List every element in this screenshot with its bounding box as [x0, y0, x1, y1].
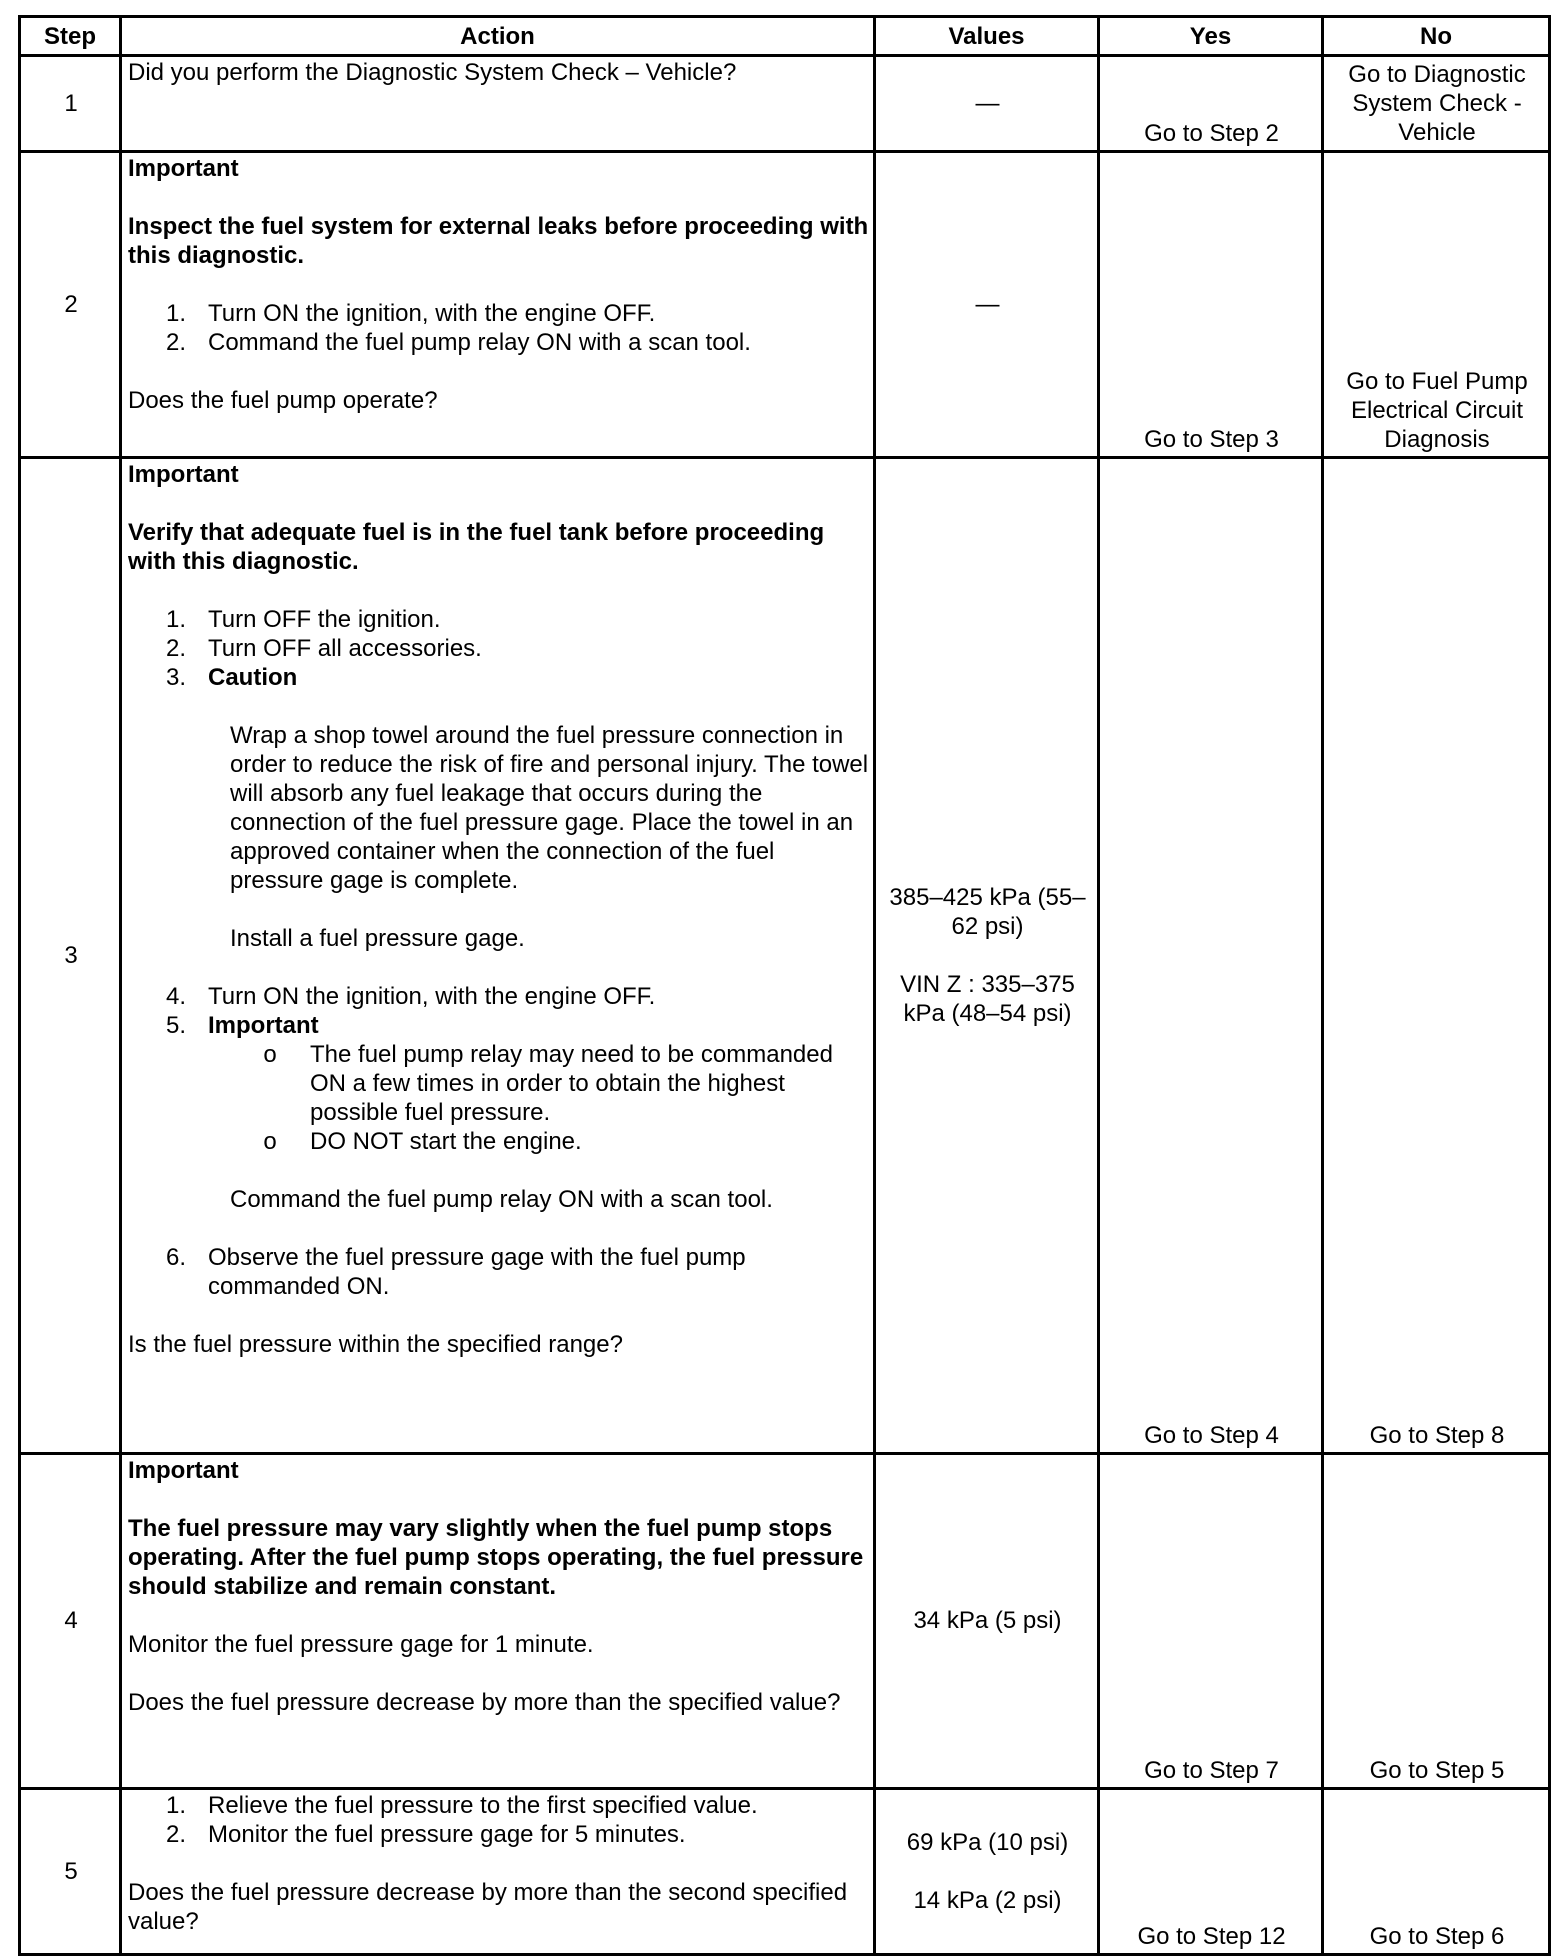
yes-result: Go to Step 7: [1099, 1454, 1323, 1789]
important-text: Inspect the fuel system for external leaks before proceeding with this diagnostic.: [128, 213, 869, 269]
values-cell: [875, 458, 1099, 1454]
step-number: 1: [20, 56, 121, 152]
list-item: 2. Monitor the fuel pressure gage for 5 minutes.: [165, 1821, 686, 1848]
values-cell: —: [875, 152, 1099, 458]
step-number: 4: [20, 1454, 121, 1789]
table-row: [20, 1454, 1550, 1789]
value-text: 14 kPa (2 psi): [913, 1886, 1062, 1914]
important-title: Important: [128, 155, 239, 182]
yes-result: Go to Step 12: [1099, 1789, 1323, 1955]
header-action: Action: [121, 17, 875, 56]
header-values: Values: [875, 17, 1099, 56]
diagnostic-table: [18, 15, 1551, 1956]
table-row: [20, 152, 1550, 458]
no-result: Go to Fuel Pump Electrical Circuit Diagnosis: [1323, 152, 1550, 458]
instruction-text: Monitor the fuel pressure gage for 1 minute.: [128, 1631, 594, 1658]
list-item: 6. Observe the fuel pressure gage with the fuel pump commanded ON.: [165, 1244, 746, 1300]
action-cell: [121, 56, 875, 152]
list-item: 2. Turn OFF all accessories.: [165, 635, 482, 662]
values-cell: 34 kPa (5 psi): [875, 1454, 1099, 1789]
important-title: Important: [128, 1457, 239, 1484]
step-number: 3: [20, 458, 121, 1454]
action-cell: [121, 458, 875, 1454]
header-no: No: [1323, 17, 1550, 56]
step-number: 5: [20, 1789, 121, 1955]
action-question: Does the fuel pump operate?: [128, 387, 438, 414]
bullet-item: o The fuel pump relay may need to be commanded ON a few times in order to obtain the highest possible fuel pressure.: [263, 1041, 833, 1126]
caution-text: Wrap a shop towel around the fuel pressure connection in order to reduce the risk of fire and personal injury. The towel will absorb any fuel leakage that occurs during the connection of the fuel pressure gage. Place the towel in an approved container when the connection of the fuel pressure gage is complete.: [230, 722, 869, 894]
no-result: Go to Step 6: [1323, 1789, 1550, 1955]
list-item: 1. Turn ON the ignition, with the engine OFF.: [165, 300, 656, 327]
yes-result: Go to Step 3: [1099, 152, 1323, 458]
header-row: [20, 17, 1550, 56]
list-item: 1. Turn OFF the ignition.: [165, 606, 441, 633]
table-row: [20, 458, 1550, 1454]
table-row: [20, 56, 1550, 152]
important-text: The fuel pressure may vary slightly when the fuel pump stops operating. After the fuel pump stops operating, the fuel pressure should stabilize and remain constant.: [128, 1515, 864, 1600]
header-yes: Yes: [1099, 17, 1323, 56]
list-item: 1. Relieve the fuel pressure to the first specified value.: [165, 1792, 758, 1819]
table-row: [20, 1789, 1550, 1955]
yes-result: Go to Step 4: [1099, 458, 1323, 1454]
action-cell: [121, 1789, 875, 1955]
instruction-text: Install a fuel pressure gage.: [230, 925, 525, 952]
yes-result: Go to Step 2: [1099, 56, 1323, 152]
values-cell: —: [875, 56, 1099, 152]
action-question: Does the fuel pressure decrease by more than the specified value?: [128, 1689, 841, 1716]
step-number: 2: [20, 152, 121, 458]
important-title: Important: [128, 461, 239, 488]
header-step: Step: [20, 17, 121, 56]
value-text: 69 kPa (10 psi): [906, 1828, 1069, 1856]
action-cell: [121, 1454, 875, 1789]
values-cell: [875, 1789, 1099, 1955]
action-question: Does the fuel pressure decrease by more than the second specified value?: [128, 1879, 848, 1935]
list-item: 4. Turn ON the ignition, with the engine OFF.: [165, 983, 656, 1010]
no-result: Go to Step 8: [1323, 458, 1550, 1454]
list-item: 2. Command the fuel pump relay ON with a scan tool.: [165, 329, 751, 356]
no-result: Go to Diagnostic System Check - Vehicle: [1323, 56, 1550, 152]
action-question: Did you perform the Diagnostic System Check – Vehicle?: [128, 59, 737, 86]
no-result: Go to Step 5: [1323, 1454, 1550, 1789]
list-item: 5. Important: [165, 1012, 319, 1039]
instruction-text: Command the fuel pump relay ON with a scan tool.: [230, 1186, 773, 1213]
bullet-item: o DO NOT start the engine.: [263, 1128, 582, 1155]
value-text: 385–425 kPa (55–62 psi): [889, 883, 1086, 940]
list-item: 3. Caution: [165, 664, 298, 691]
action-cell: [121, 152, 875, 458]
important-text: Verify that adequate fuel is in the fuel tank before proceeding with this diagnostic.: [128, 519, 825, 575]
action-question: Is the fuel pressure within the specified range?: [128, 1331, 623, 1358]
value-text: VIN Z : 335–375 kPa (48–54 psi): [900, 970, 1075, 1027]
